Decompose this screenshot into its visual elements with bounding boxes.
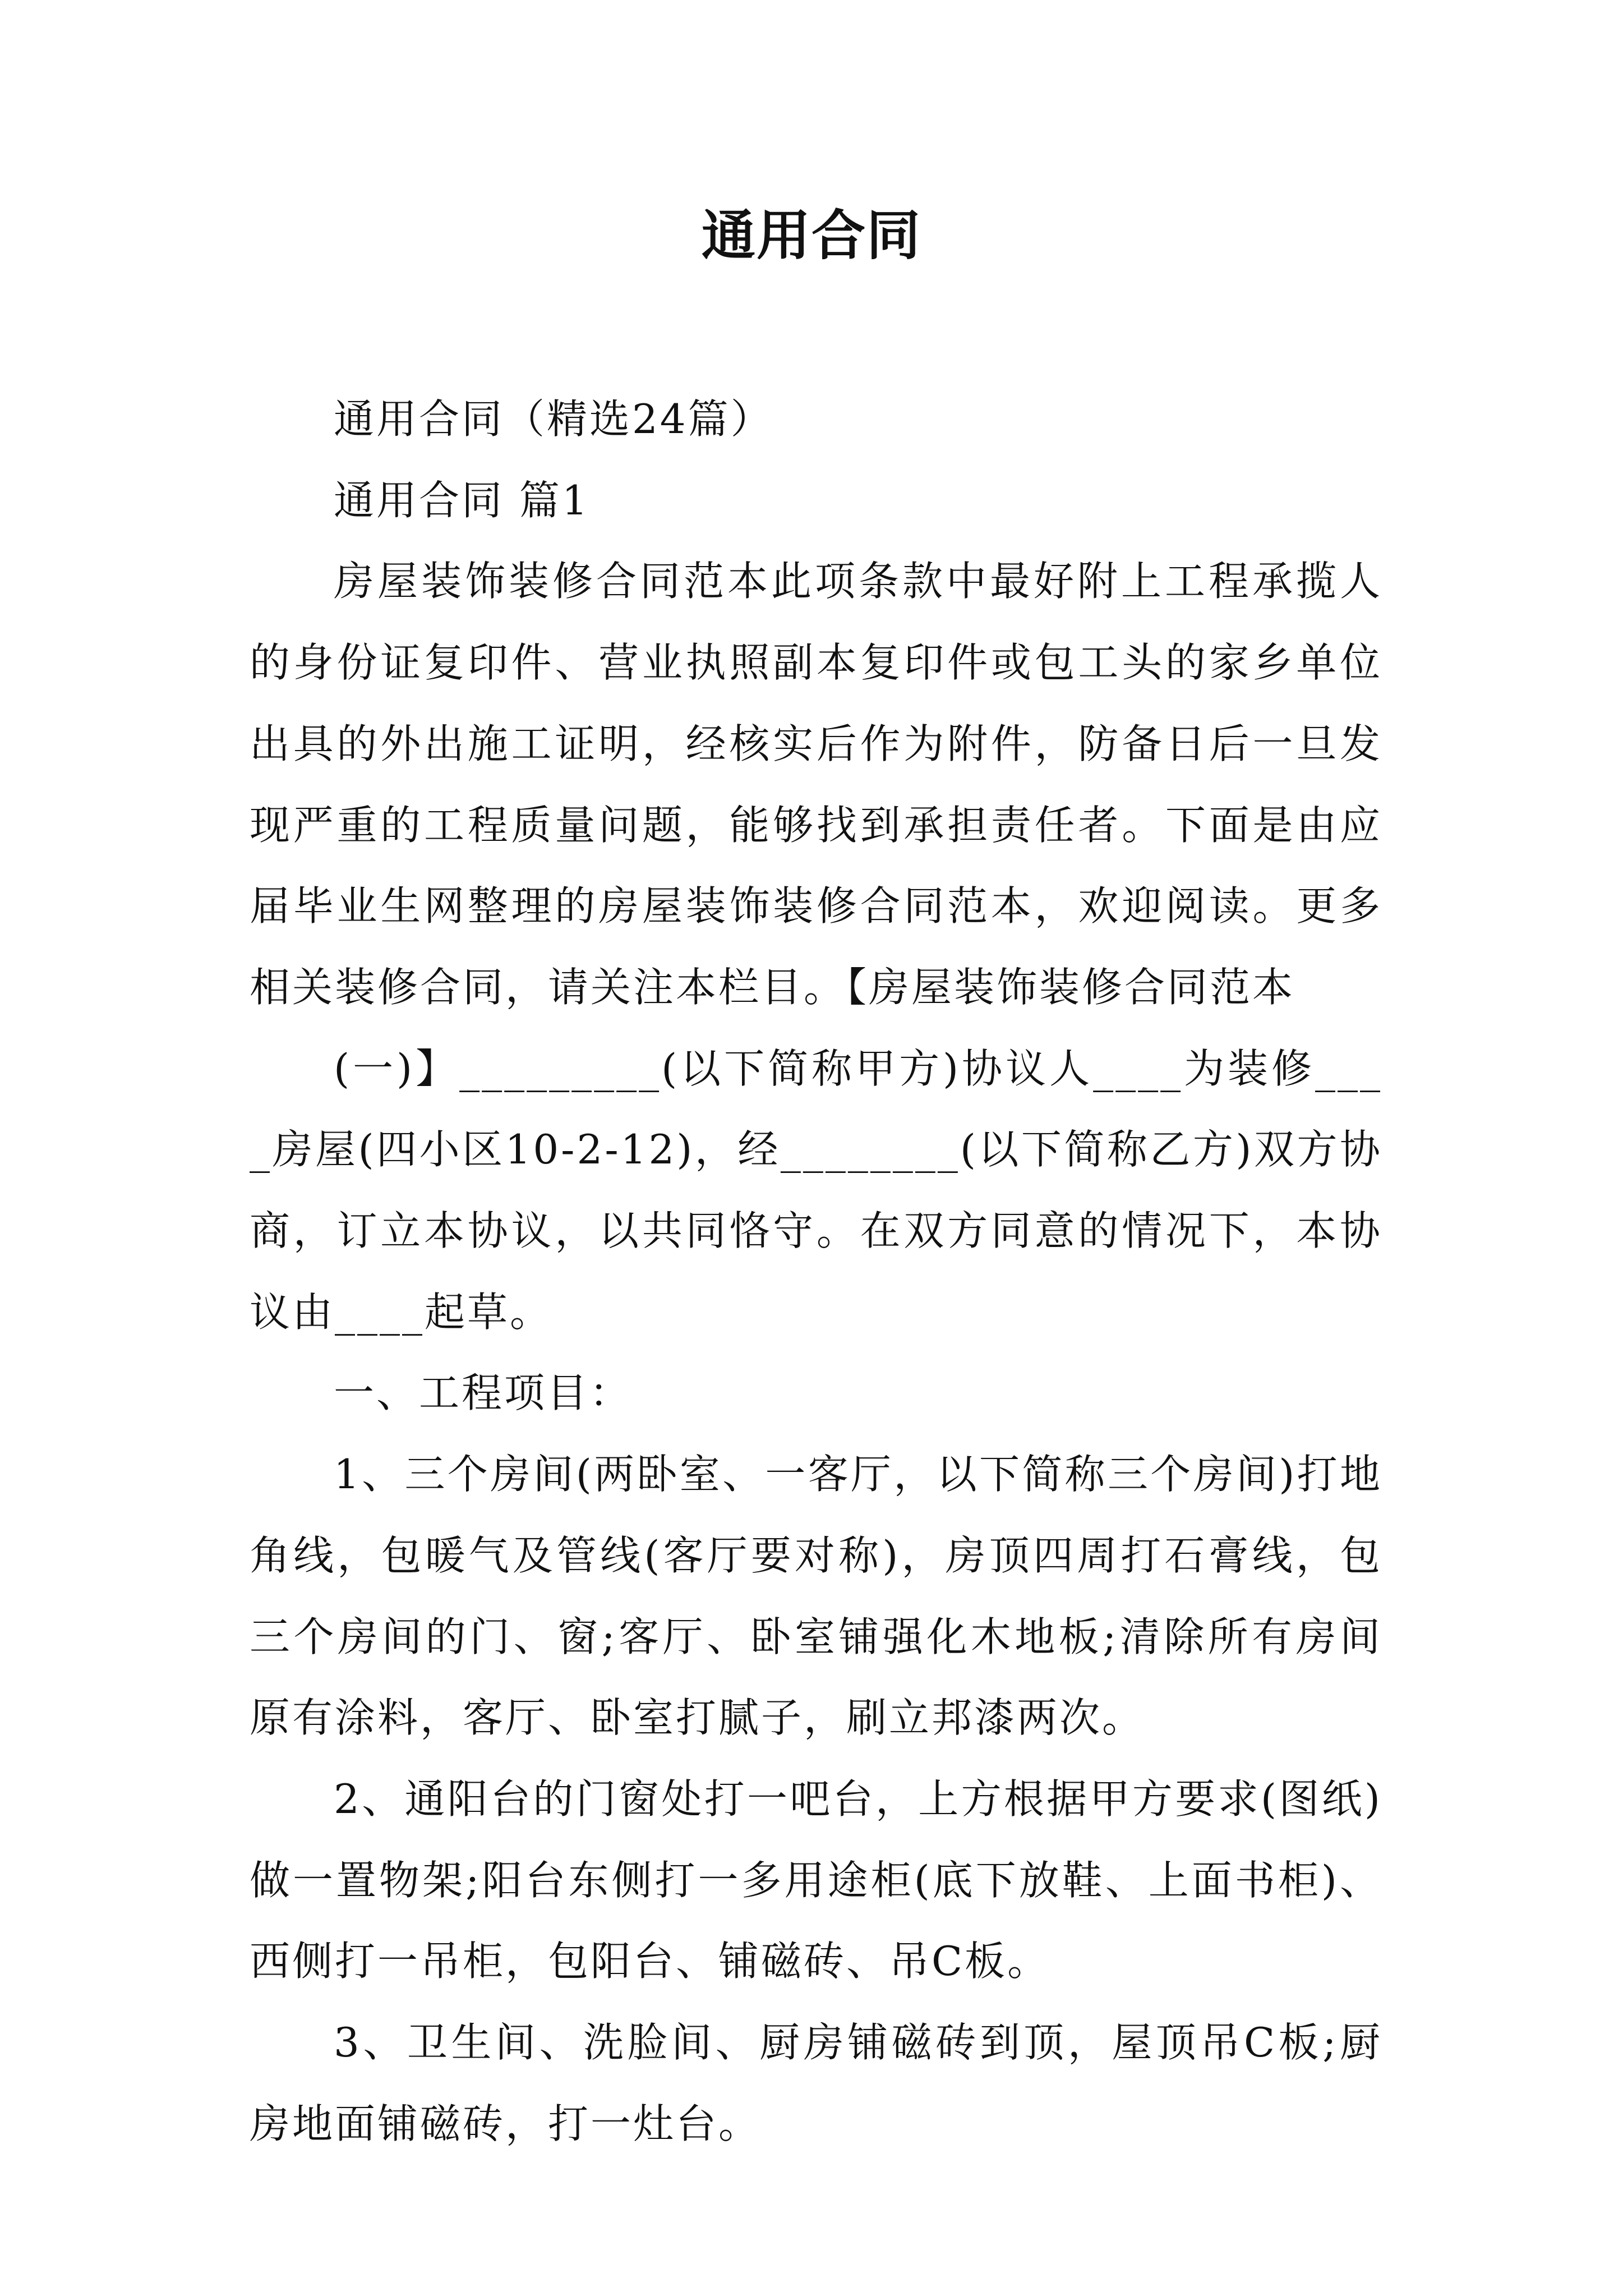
paragraph-project-heading: 一、工程项目： [334, 1369, 633, 1417]
paragraph-item-2: 2、通阳台的门窗处打一吧台，上方根据甲方要求(图纸)做一置物架;阳台东侧打一多用途柜(底下放鞋、上面书柜)、西侧打一吊柜，包阳台、铺磁砖、吊C板。 [250, 1775, 1382, 1985]
paragraph-item-1: 1、三个房间(两卧室、一客厅，以下简称三个房间)打地角线，包暖气及管线(客厅要对称)，房顶四周打石膏线，包三个房间的门、窗;客厅、卧室铺强化木地板;清除所有房间原有涂料，客厅、卧室打腻子，刷立邦漆两次。 [250, 1451, 1382, 1742]
paragraph-subtitle: 通用合同（精选24篇） [334, 395, 773, 443]
paragraph-parties: (一)】_________(以下简称甲方)协议人____为装修____房屋(四小区10-2-12)，经________(以下简称乙方)双方协商，订立本协议，以共同恪守。在双方同意的情况下，本协议由____起草。 [250, 1045, 1382, 1336]
paragraph-section-heading: 通用合同 篇1 [334, 476, 590, 524]
document-body [250, 379, 1382, 2164]
paragraph-intro: 房屋装饰装修合同范本此项条款中最好附上工程承揽人的身份证复印件、营业执照副本复印件或包工头的家乡单位出具的外出施工证明，经核实后作为附件，防备日后一旦发现严重的工程质量问题，能够找到承担责任者。下面是由应届毕业生网整理的房屋装饰装修合同范本，欢迎阅读。更多相关装修合同，请关注本栏目。【房屋装饰装修合同范本 [250, 558, 1382, 1011]
document-title: 通用合同 [702, 204, 921, 267]
paragraph-item-3: 3、卫生间、洗脸间、厨房铺磁砖到顶，屋顶吊C板;厨房地面铺磁砖，打一灶台。 [250, 2019, 1382, 2147]
